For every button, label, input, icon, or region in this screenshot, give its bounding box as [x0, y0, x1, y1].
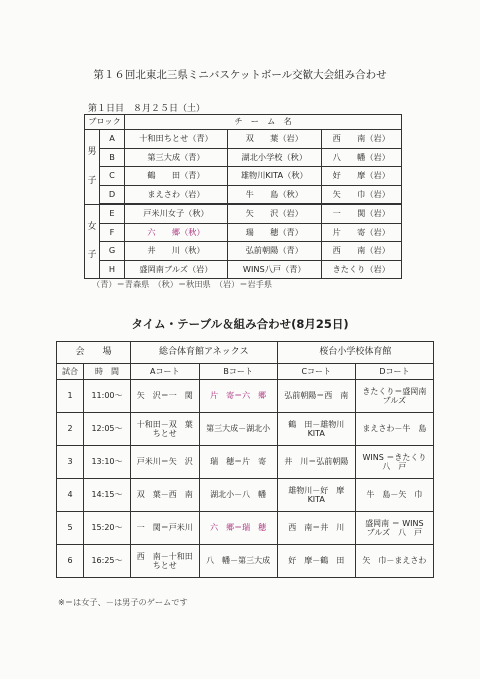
schedule-title: タイム・テーブル＆組み合わせ(8月25日): [131, 317, 349, 331]
schedule-cell-c: 西 南＝井 川: [277, 512, 355, 545]
schedule-cell-a: 矢 沢＝一 関: [131, 380, 200, 413]
girls-label: 女 子: [85, 204, 100, 279]
schedule-cell-no: 3: [57, 446, 84, 479]
team-cell: 湖北小学校（秋）: [227, 148, 321, 167]
schedule-cell-time: 12:05～: [84, 413, 131, 446]
block-letter: C: [100, 167, 125, 186]
group-row: [85, 167, 402, 186]
team-cell: 六 郷（秋）: [125, 223, 228, 242]
schedule-row: [57, 512, 434, 545]
schedule-cell-c: 好 摩－鶴 田: [277, 545, 355, 578]
time-label: 時 間: [84, 364, 131, 380]
schedule-cell-c: 井 川＝弘前朝陽: [277, 446, 355, 479]
team-cell: 矢 沢（岩）: [227, 204, 321, 223]
team-cell: 瑞 穂（青）: [227, 223, 321, 242]
block-letter: A: [100, 130, 125, 149]
block-letter: D: [100, 185, 125, 204]
team-cell: 西 南（岩）: [321, 130, 401, 149]
day-line: 第１日目 ８月２５日（土）: [88, 104, 206, 114]
block-letter: H: [100, 260, 125, 279]
schedule-cell-c: 弘前朝陽＝西 南: [277, 380, 355, 413]
footnote: ※＝は女子、－は男子のゲームです: [58, 597, 188, 607]
schedule-cell-a: 西 南－十和田 ちとせ: [131, 545, 200, 578]
team-cell: きたくり（岩）: [321, 260, 401, 279]
schedule-cell-d: WINS ＝きたくり 八 戸: [355, 446, 433, 479]
team-cell: 盛岡南ブルズ（岩）: [125, 260, 228, 279]
team-cell: 鶴 田（青）: [125, 167, 228, 186]
schedule-cell-a: 戸米川＝矢 沢: [131, 446, 200, 479]
team-cell: WINS八戸（青）: [227, 260, 321, 279]
schedule-cell-time: 13:10～: [84, 446, 131, 479]
boys-label: 男 子: [85, 130, 100, 205]
team-cell: 戸米川女子（秋）: [125, 204, 228, 223]
schedule-cell-time: 16:25～: [84, 545, 131, 578]
group-row: [85, 148, 402, 167]
team-cell: 片 寄（岩）: [321, 223, 401, 242]
schedule-cell-b: 瑞 穂＝片 寄: [199, 446, 277, 479]
schedule-table: [56, 341, 434, 578]
match-label: 試合: [57, 364, 84, 380]
schedule-cell-d: 牛 島－矢 巾: [355, 479, 433, 512]
schedule-cell-a: 十和田－双 葉 ちとせ: [131, 413, 200, 446]
schedule-cell-d: まえさわ－牛 島: [355, 413, 433, 446]
schedule-cell-time: 14:15～: [84, 479, 131, 512]
schedule-cell-c: 鶴 田－雄物川 KITA: [277, 413, 355, 446]
block-letter: G: [100, 242, 125, 261]
team-cell: 一 関（岩）: [321, 204, 401, 223]
team-cell: 牛 島（秋）: [227, 185, 321, 204]
schedule-cell-c: 雄物川－好 摩 KITA: [277, 479, 355, 512]
block-letter: B: [100, 148, 125, 167]
schedule-cell-no: 2: [57, 413, 84, 446]
prefecture-legend: （青）＝青森県 （秋）＝秋田県 （岩）＝岩手県: [92, 279, 273, 289]
schedule-cell-time: 15:20～: [84, 512, 131, 545]
schedule-cell-no: 5: [57, 512, 84, 545]
team-cell: 弘前朝陽（青）: [227, 242, 321, 261]
schedule-cell-b: 湖北小－八 幡: [199, 479, 277, 512]
document-title: 第１６回北東北三県ミニバスケットボール交歓大会組み合わせ: [93, 69, 387, 81]
groups-table: [84, 114, 402, 279]
schedule-row: [57, 413, 434, 446]
schedule-row: [57, 380, 434, 413]
team-cell: 第三大成（青）: [125, 148, 228, 167]
schedule-row: [57, 479, 434, 512]
court-c-label: Cコート: [277, 364, 355, 380]
team-cell: 好 摩（岩）: [321, 167, 401, 186]
team-cell: 井 川（秋）: [125, 242, 228, 261]
schedule-cell-a: 双 葉－西 南: [131, 479, 200, 512]
schedule-cell-no: 4: [57, 479, 84, 512]
schedule-row: [57, 446, 434, 479]
group-row: [85, 204, 402, 223]
court-a-label: Aコート: [131, 364, 200, 380]
group-row: [85, 223, 402, 242]
block-letter: F: [100, 223, 125, 242]
block-letter: E: [100, 204, 125, 223]
schedule-row: [57, 545, 434, 578]
group-row: [85, 185, 402, 204]
team-cell: 西 南（岩）: [321, 242, 401, 261]
schedule-cell-no: 1: [57, 380, 84, 413]
venue-label: 会 場: [57, 342, 131, 364]
group-row: [85, 130, 402, 149]
schedule-cell-d: 盛岡南 ＝ WINS ブルズ 八 戸: [355, 512, 433, 545]
group-row: [85, 260, 402, 279]
team-cell: 十和田ちとせ（青）: [125, 130, 228, 149]
header-team: チ ー ム 名: [125, 115, 402, 130]
schedule-cell-a: 一 関＝戸米川: [131, 512, 200, 545]
schedule-cell-b: 六 郷＝瑞 穂: [199, 512, 277, 545]
team-cell: 八 幡（岩）: [321, 148, 401, 167]
court-d-label: Dコート: [355, 364, 433, 380]
schedule-cell-b: 第三大成－湖北小: [199, 413, 277, 446]
group-row: [85, 242, 402, 261]
team-cell: まえさわ（岩）: [125, 185, 228, 204]
schedule-cell-b: 八 幡－第三大成: [199, 545, 277, 578]
team-cell: 矢 巾（岩）: [321, 185, 401, 204]
team-cell: 雄物川KITA（秋）: [227, 167, 321, 186]
venue-1: 総合体育館アネックス: [131, 342, 278, 364]
header-block: ブロック: [85, 115, 125, 130]
venue-2: 桜台小学校体育館: [277, 342, 433, 364]
schedule-cell-d: 矢 巾－まえさわ: [355, 545, 433, 578]
schedule-cell-b: 片 寄＝六 郷: [199, 380, 277, 413]
schedule-cell-d: きたくり＝盛岡南 ブルズ: [355, 380, 433, 413]
schedule-cell-no: 6: [57, 545, 84, 578]
court-b-label: Bコート: [199, 364, 277, 380]
team-cell: 双 葉（岩）: [227, 130, 321, 149]
schedule-cell-time: 11:00～: [84, 380, 131, 413]
